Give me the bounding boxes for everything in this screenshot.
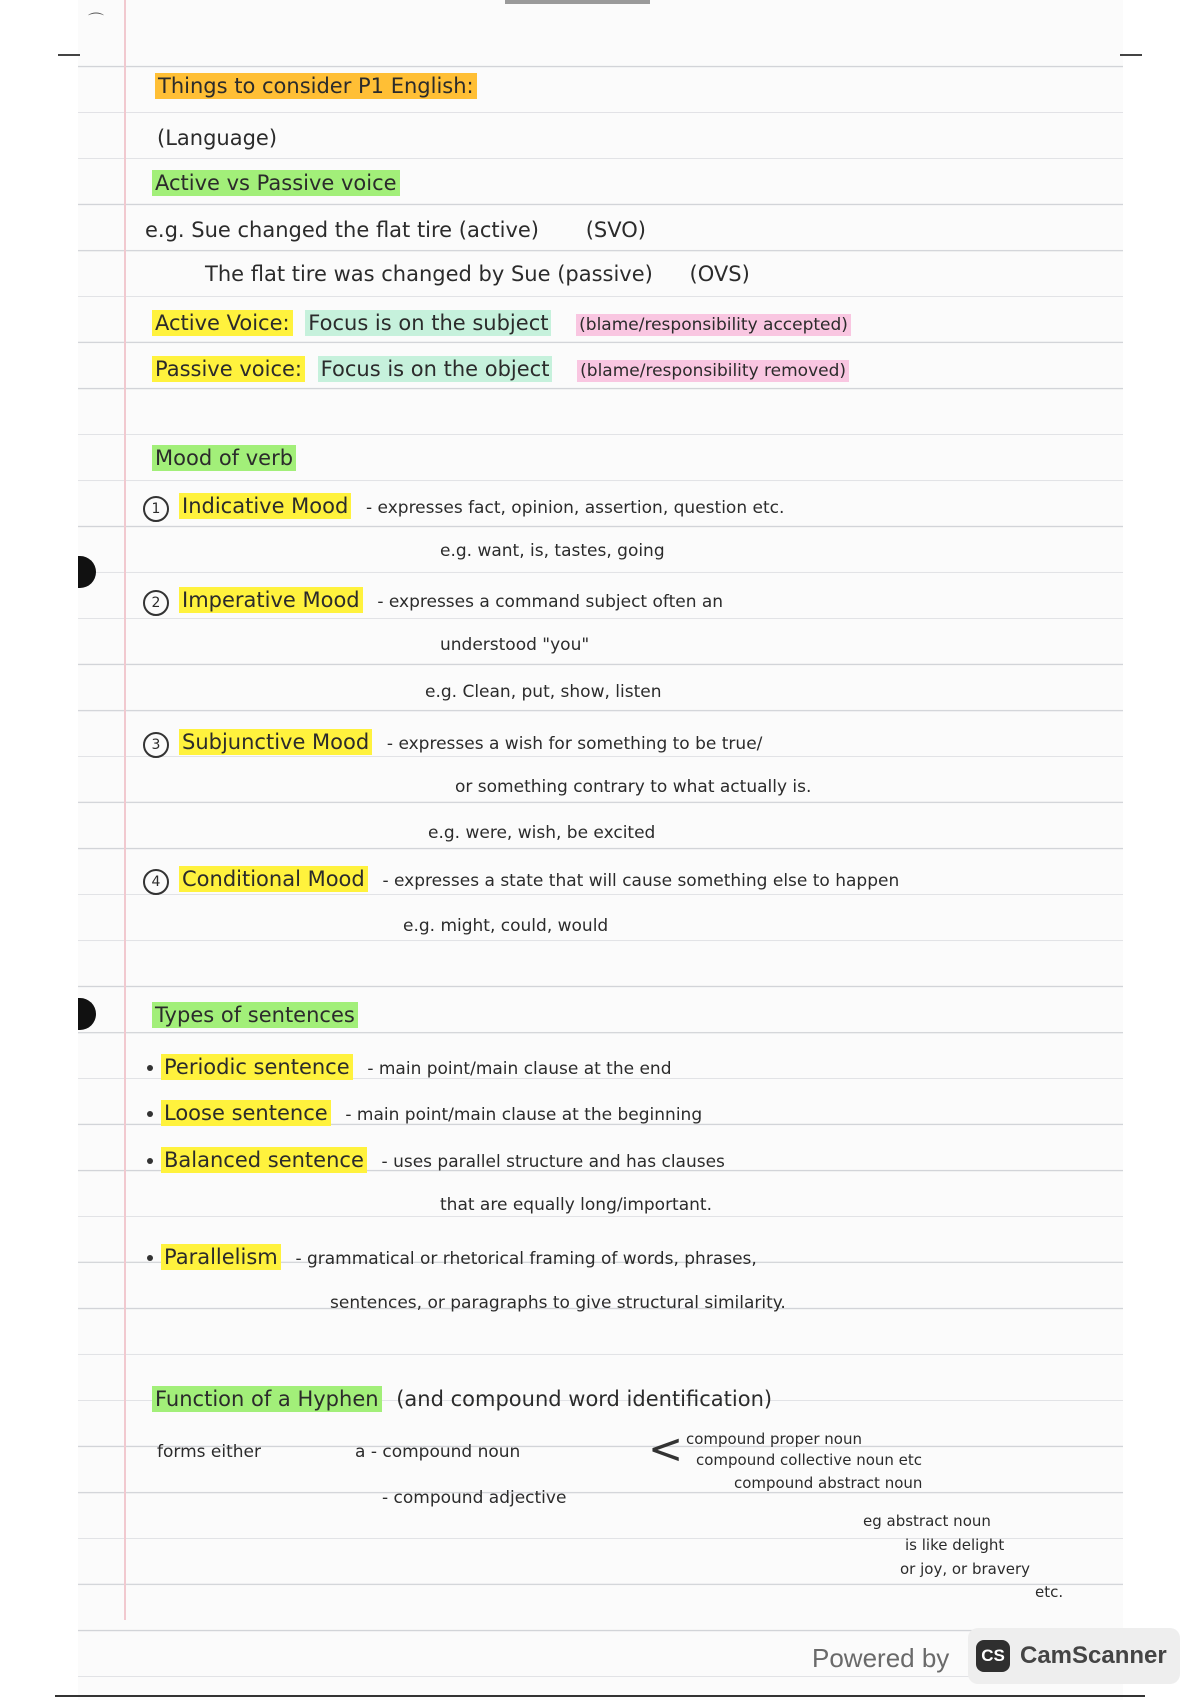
sentence-type-term: Periodic sentence — [161, 1054, 353, 1080]
mood-number: 3 — [143, 732, 169, 758]
voice-example-active — [145, 220, 646, 241]
mood-example: e.g. want, is, tastes, going — [440, 541, 665, 561]
sentence-type-item — [147, 1057, 672, 1078]
camscanner-brand: CamScanner — [1020, 1642, 1167, 1669]
bullet-icon — [147, 1111, 153, 1117]
passive-voice-note: (blame/responsibility removed) — [577, 360, 849, 382]
mood-example: e.g. Clean, put, show, listen — [425, 682, 662, 702]
section-heading-sentences — [152, 1005, 358, 1026]
noun-type: compound proper noun — [686, 1430, 862, 1448]
passive-voice-term: Passive voice: — [152, 356, 305, 382]
corner-curl-icon: ⌒ — [88, 11, 105, 30]
mood-number: 1 — [143, 496, 169, 522]
page-subtitle: (Language) — [157, 126, 278, 150]
mood-item — [143, 590, 723, 616]
noun-type: compound abstract noun — [734, 1474, 923, 1492]
sentence-type-item — [147, 1150, 725, 1171]
hyphen-compound-noun: a - compound noun — [355, 1442, 521, 1462]
sentence-type-def-continued: that are equally long/important. — [440, 1195, 712, 1215]
bullet-icon — [147, 1255, 153, 1261]
mood-definition-continued: understood "you" — [440, 635, 590, 655]
mood-definition-continued: or something contrary to what actually is. — [455, 777, 812, 797]
abstract-noun-note: eg abstract noun — [863, 1512, 991, 1530]
bottom-rule — [55, 1695, 1145, 1697]
section-heading-voice — [152, 173, 400, 194]
section-heading-hyphen — [152, 1389, 772, 1410]
voice-example-passive-text: The flat tire was changed by Sue (passive) — [205, 262, 653, 286]
mood-number: 2 — [143, 590, 169, 616]
page-title — [155, 76, 477, 97]
mood-term: Indicative Mood — [179, 493, 351, 519]
camscanner-logo — [968, 1628, 1180, 1684]
mood-item — [143, 869, 899, 895]
section-heading-mood — [152, 448, 296, 469]
mood-definition: - expresses a command subject often an — [377, 592, 724, 612]
abstract-noun-note: etc. — [1035, 1583, 1064, 1601]
right-edge-mark — [1120, 54, 1142, 56]
section-heading-hyphen-text: Function of a Hyphen — [152, 1386, 382, 1412]
sentence-type-item — [147, 1103, 702, 1124]
active-voice-term: Active Voice: — [152, 310, 293, 336]
hyphen-compound-adjective: - compound adjective — [382, 1488, 567, 1508]
active-voice-note: (blame/responsibility accepted) — [576, 314, 851, 336]
sentence-type-term: Parallelism — [161, 1244, 281, 1270]
section-heading-hyphen-rest: (and compound word identification) — [396, 1387, 773, 1411]
scan-smudge — [505, 0, 650, 4]
noun-type: compound collective noun etc — [696, 1451, 923, 1469]
left-edge-mark — [58, 54, 80, 56]
sentence-type-item — [147, 1247, 757, 1268]
section-heading-voice-text: Active vs Passive voice — [152, 170, 400, 196]
mood-definition: - expresses fact, opinion, assertion, question etc. — [366, 498, 785, 518]
sentence-type-term: Balanced sentence — [161, 1147, 367, 1173]
mood-item — [143, 732, 762, 758]
mood-term: Conditional Mood — [179, 866, 368, 892]
voice-example-passive-code: (OVS) — [689, 262, 750, 286]
mood-definition: - expresses a wish for something to be true/ — [386, 734, 763, 754]
voice-example-passive — [205, 264, 750, 285]
mood-item — [143, 496, 784, 522]
mood-number: 4 — [143, 869, 169, 895]
sentence-type-def: - uses parallel structure and has clauses — [381, 1152, 725, 1172]
sentence-type-term: Loose sentence — [161, 1100, 331, 1126]
mood-example: e.g. were, wish, be excited — [428, 823, 656, 843]
bullet-icon — [147, 1065, 153, 1071]
mood-example: e.g. might, could, would — [403, 916, 609, 936]
section-heading-mood-text: Mood of verb — [152, 445, 296, 471]
section-heading-sentences-text: Types of sentences — [152, 1002, 358, 1028]
camscanner-icon: CS — [976, 1640, 1010, 1672]
margin-line — [124, 0, 126, 1620]
abstract-noun-note: or joy, or bravery — [900, 1560, 1031, 1578]
mood-term: Subjunctive Mood — [179, 729, 372, 755]
page-title-text: Things to consider P1 English: — [155, 73, 477, 99]
abstract-noun-note: is like delight — [905, 1536, 1005, 1554]
powered-by-text: Powered by — [812, 1643, 950, 1673]
mood-term: Imperative Mood — [179, 587, 363, 613]
active-voice-definition — [152, 313, 851, 334]
bullet-icon — [147, 1158, 153, 1164]
voice-example-active-code: (SVO) — [585, 218, 646, 242]
hyphen-forms-either: forms either — [157, 1442, 261, 1462]
mood-definition: - expresses a state that will cause something else to happen — [382, 871, 900, 891]
sentence-type-def: - main point/main clause at the beginning — [345, 1105, 703, 1125]
sentence-type-def: - grammatical or rhetorical framing of words, phrases, — [295, 1249, 757, 1269]
passive-voice-definition — [152, 359, 849, 380]
sentence-type-def-continued: sentences, or paragraphs to give structural similarity. — [330, 1293, 786, 1313]
voice-example-active-text: e.g. Sue changed the flat tire (active) — [145, 218, 539, 242]
active-voice-def: Focus is on the subject — [305, 310, 551, 336]
passive-voice-def: Focus is on the object — [318, 356, 553, 382]
branch-bracket-icon: < — [648, 1424, 684, 1473]
sentence-type-def: - main point/main clause at the end — [367, 1059, 672, 1079]
